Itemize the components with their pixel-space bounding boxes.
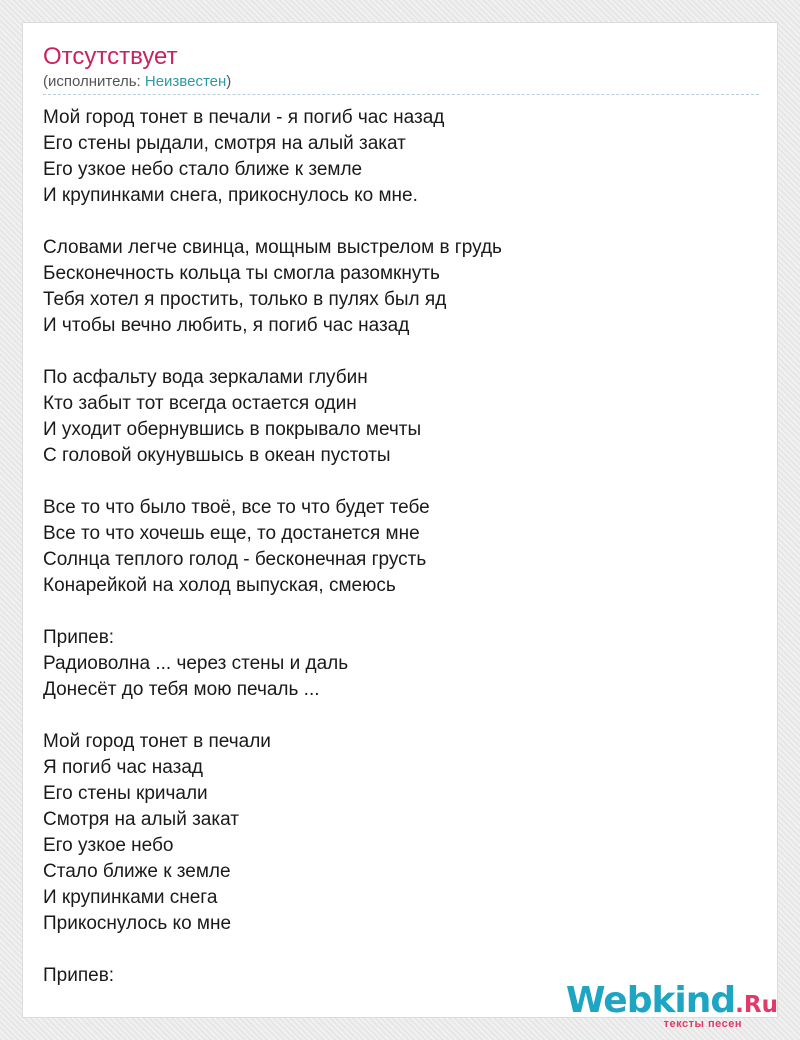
lyric-line: И крупинками снега, прикоснулось ко мне. xyxy=(43,185,418,206)
stanza-break xyxy=(43,339,759,365)
lyric-line: И крупинками снега xyxy=(43,887,218,908)
lyric-line: Солнца теплого голод - бесконечная грусть xyxy=(43,549,427,570)
lyric-line: Мой город тонет в печали - я погиб час назад xyxy=(43,107,445,128)
lyric-line: И уходит обернувшись в покрывало мечты xyxy=(43,419,422,440)
lyric-line: Прикоснулось ко мне xyxy=(43,913,232,934)
title-divider xyxy=(43,94,759,95)
lyrics-text xyxy=(43,105,759,989)
site-logo[interactable] xyxy=(565,980,788,1032)
lyric-line: Его узкое небо стало ближе к земле xyxy=(43,159,363,180)
stanza-break xyxy=(43,937,759,963)
lyric-line: Все то что было твоё, все то что будет тебе xyxy=(43,497,430,518)
lyric-line: Бесконечность кольца ты смогла разомкнуть xyxy=(43,263,440,284)
logo-tld: .Ru xyxy=(735,992,778,1018)
lyric-line: Мой город тонет в печали xyxy=(43,731,271,752)
logo-brand: Webkind xyxy=(565,980,736,1021)
lyric-line: Припев: xyxy=(43,965,115,986)
lyric-line: С головой окунувшысь в океан пустоты xyxy=(43,445,391,466)
artist-prefix: (исполнитель: xyxy=(43,73,145,90)
logo-tagline: тексты песен xyxy=(663,1018,742,1030)
lyric-line: Его стены кричали xyxy=(43,783,208,804)
lyric-line: Припев: xyxy=(43,627,115,648)
lyric-line: Смотря на алый закат xyxy=(43,809,239,830)
stanza-break xyxy=(43,469,759,495)
lyric-line: Его узкое небо xyxy=(43,835,174,856)
lyric-line: Радиоволна ... через стены и даль xyxy=(43,653,349,674)
lyric-line: Тебя хотел я простить, только в пулях был яд xyxy=(43,289,447,310)
stanza-break xyxy=(43,703,759,729)
stanza-break xyxy=(43,209,759,235)
lyric-line: Донесёт до тебя мою печаль ... xyxy=(43,679,320,700)
lyric-line: И чтобы вечно любить, я погиб час назад xyxy=(43,315,410,336)
lyrics-card xyxy=(22,22,778,1018)
artist-link[interactable]: Неизвестен xyxy=(144,73,227,90)
song-title: Отсутствует xyxy=(43,43,178,70)
stanza-break xyxy=(43,599,759,625)
lyric-line: Стало ближе к земле xyxy=(43,861,231,882)
lyric-line: Все то что хочешь еще, то достанется мне xyxy=(43,523,420,544)
lyric-line: Конарейкой на холод выпуская, смеюсь xyxy=(43,575,396,596)
lyric-line: Я погиб час назад xyxy=(43,757,204,778)
lyric-line: Словами легче свинца, мощным выстрелом в грудь xyxy=(43,237,502,258)
lyric-line: По асфальту вода зеркалами глубин xyxy=(43,367,368,388)
artist-line xyxy=(43,73,231,91)
lyric-line: Его стены рыдали, смотря на алый закат xyxy=(43,133,406,154)
artist-suffix: ) xyxy=(226,73,232,90)
lyric-line: Кто забыт тот всегда остается один xyxy=(43,393,357,414)
